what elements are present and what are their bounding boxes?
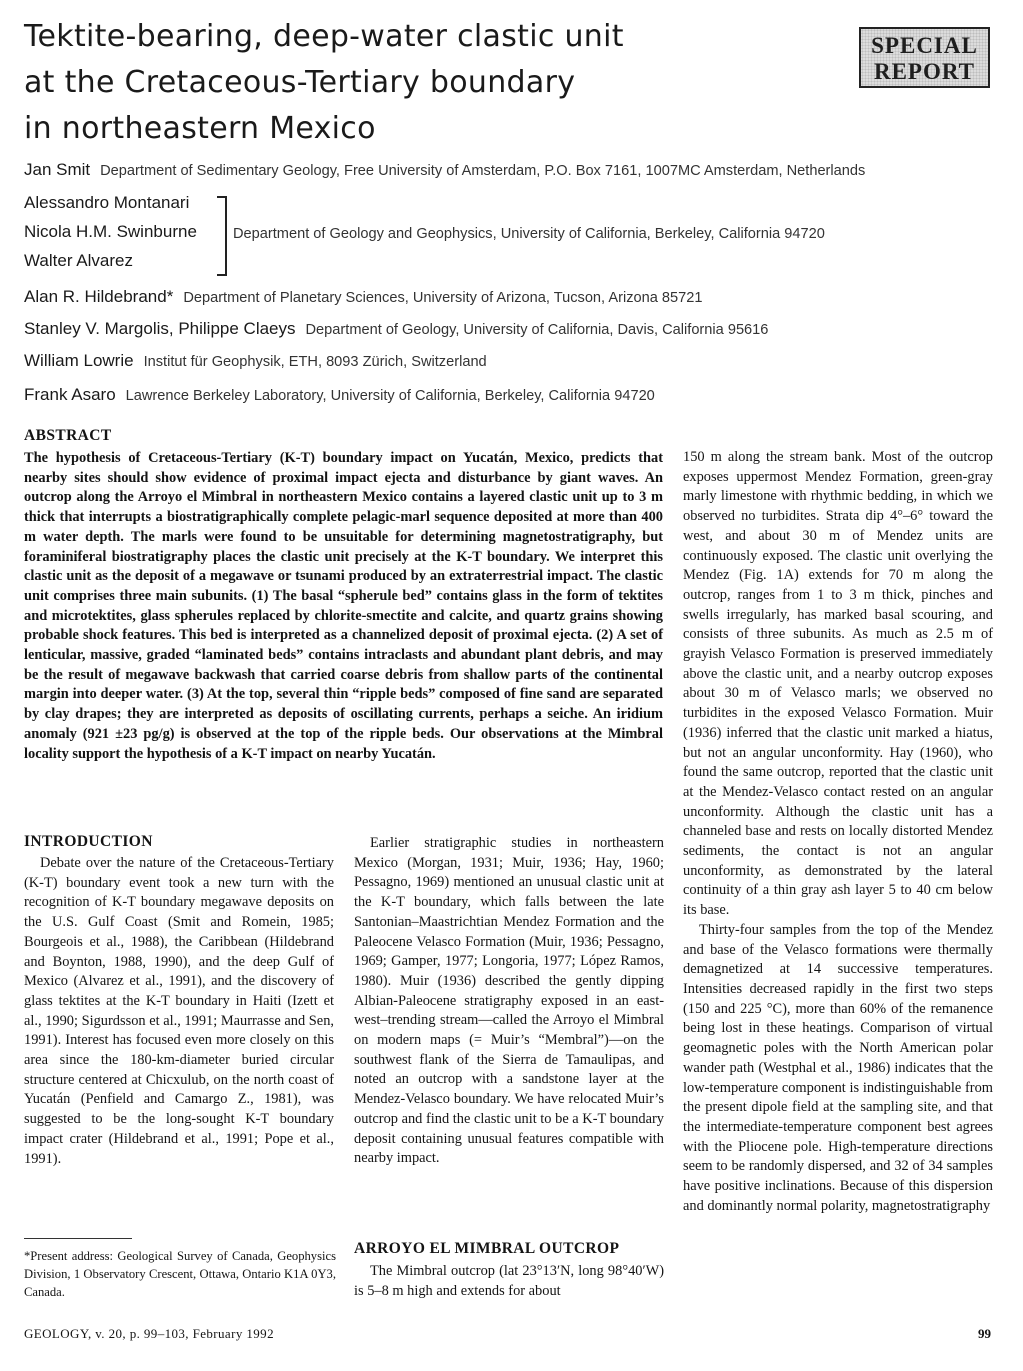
badge-line-2: REPORT	[873, 59, 976, 84]
arroyo-heading: ARROYO EL MIMBRAL OUTCROP	[354, 1240, 620, 1257]
author-name: Stanley V. Margolis, Philippe Claeys	[24, 319, 296, 338]
footnote-divider	[24, 1238, 132, 1239]
introduction-column-1	[24, 854, 334, 1169]
introduction-heading: INTRODUCTION	[24, 833, 153, 850]
arroyo-column-start	[354, 1262, 664, 1301]
arroyo-paragraph-1-continued: 150 m along the stream bank. Most of the outcrop exposes uppermost Mendez Formation, green-gray marly limestone with rhythmic bedding, in which we observed no turbidites. Strata dip 4°–6° toward the west, and about 30 m of Mendez units are continuously exposed. The clastic unit overlying the Mendez (Fig. 1A) extends for 70 m along the outcrop, ranges from 1 to 3 m thick, pinches and swells irregularly, has marked basal scouring, and consists of three subunits. As much as 2.5 m of grayish Velasco Formation is preserved immediately above the clastic unit, and a nearby outcrop exposes about 30 m of Velasco marls; we observed no turbidites in the exposed Velasco Formation. Muir (1936) inferred that the clastic unit marked a hiatus, but not an angular unconformity. Hay (1960), who found the same outcrop, reported that the clastic unit at the Mendez-Velasco contact rested on an angular unconformity. Although the clastic unit has a channeled base and rests on locally distorted Mendez sediments, the contact is not an angular unconformity, as demonstrated by the lateral continuity of a thin gray ash layer 5 to 40 cm below its base.	[683, 449, 993, 919]
author-institution: Institut für Geophysik, ETH, 8093 Zürich, Switzerland	[143, 354, 487, 370]
author-name: Jan Smit	[24, 160, 91, 179]
author-affiliation	[24, 287, 702, 307]
author-affiliation	[24, 385, 655, 405]
author-affiliation	[24, 351, 487, 371]
journal-citation: GEOLOGY, v. 20, p. 99–103, February 1992	[24, 1326, 274, 1341]
author-group-institution: Department of Geology and Geophysics, University of California, Berkeley, California 94720	[233, 226, 825, 242]
author-institution: Lawrence Berkeley Laboratory, University of California, Berkeley, California 94720	[125, 388, 655, 404]
author-name: William Lowrie	[24, 351, 134, 370]
arroyo-column-3	[683, 448, 993, 1216]
footnote: *Present address: Geological Survey of Canada, Geophysics Division, 1 Observatory Crescent, Ottawa, Ontario K1A 0Y3, Canada.	[24, 1249, 336, 1300]
author-name: Alessandro Montanari	[24, 193, 190, 212]
page-number: 99	[978, 1326, 991, 1341]
title-line-2: at the Cretaceous-Tertiary boundary	[24, 65, 576, 100]
introduction-paragraph-1: Debate over the nature of the Cretaceous-Tertiary (K-T) boundary event took a new turn with the recognition of K-T boundary megawave deposits on the U.S. Gulf Coast (Smit and Romein, 1985; Bourgeois et al., 1988), the Caribbean (Hildebrand and Boynton, 1988, 1990), and the deep Gulf of Mexico (Alvarez et al., 1991), and the discovery of glass tektites at the K-T boundary in Haiti (Izett et al., 1990; Sigurdsson et al., 1991; Maurrasse and Sen, 1991). Interest has focused even more closely on this area since the 180-km-diameter buried circular structure centered at Chicxulub, on the north coast of Yucatán (Penfield and Camargo Z., 1981), was suggested to be the long-sought K-T boundary impact crater (Hildebrand et al., 1991; Pope et al., 1991).	[24, 855, 334, 1167]
arroyo-paragraph-1-start: The Mimbral outcrop (lat 23°13′N, long 98°40′W) is 5–8 m high and extends for about	[354, 1263, 664, 1299]
author-group-bracket	[217, 196, 227, 276]
author-institution: Department of Geology, University of California, Davis, California 95616	[305, 322, 769, 338]
title-line-1: Tektite-bearing, deep-water clastic unit	[24, 19, 624, 54]
article-title	[24, 14, 824, 152]
introduction-paragraph-2: Earlier stratigraphic studies in northeastern Mexico (Morgan, 1931; Muir, 1936; Hay, 1960; Pessagno, 1969) mentioned an unusual clastic unit at the K-T boundary, which falls between the late Santonian–Maastrichtian Mendez Formation and the Paleocene Velasco Formation (Muir, 1936; Pessagno, 1969; Gamper, 1977; Longoria, 1977; López Ramos, 1980). Muir (1936) described the gently dipping Albian-Paleocene stratigraphy exposed in an east-west–trending stream—called the Arroyo el Mimbral on modern maps (= Muir’s “Membral”)—on the southwest flank of the Sierra de Tamaulipas, and noted an outcrop with a sandstone layer at the Mendez-Velasco boundary. We have relocated Muir’s outcrop and find the clastic unit to be a K-T boundary deposit containing unusual features compatible with nearby impact.	[354, 835, 664, 1167]
badge-line-1: SPECIAL	[871, 33, 978, 58]
author-institution: Department of Planetary Sciences, University of Arizona, Tucson, Arizona 85721	[183, 290, 703, 306]
abstract-heading: ABSTRACT	[24, 427, 112, 444]
author-affiliation	[24, 160, 865, 180]
author-name: Nicola H.M. Swinburne	[24, 222, 197, 241]
introduction-column-2	[354, 834, 664, 1169]
author-institution: Department of Sedimentary Geology, Free University of Amsterdam, P.O. Box 7161, 1007MC Amsterdam, Netherlands	[100, 163, 866, 179]
author-name: Walter Alvarez	[24, 251, 133, 270]
author-name: Frank Asaro	[24, 385, 116, 404]
abstract-text: The hypothesis of Cretaceous-Tertiary (K-T) boundary impact on Yucatán, Mexico, predicts that nearby sites should show evidence of proximal impact ejecta and disturbance by giant waves. An outcrop along the Arroyo el Mimbral in northeastern Mexico contains a layered clastic unit up to 3 m thick that interrupts a biostratigraphically complete pelagic-marl sequence deposited at more than 400 m water depth. The marls were found to be unsuitable for determining magnetostratigraphy, but foraminiferal biostratigraphy places the clastic unit precisely at the K-T boundary. We interpret this clastic unit as the deposit of a megawave or tsunami produced by an extraterrestrial impact. The clastic unit comprises three main subunits. (1) The basal “spherule bed” contains glass in the form of tektites and microtektites, glass spherules replaced by chlorite-smectite and calcite, and quartz grains showing probable shock features. This bed is interpreted as a channelized deposit of proximal ejecta. (2) A set of lenticular, massive, graded “laminated beds” contains intraclasts and abundant plant debris, and may be the result of megawave backwash that carried coarse debris from shallow parts of the continental margin into deeper water. (3) At the top, several thin “ripple beds” composed of fine sand are separated by clay drapes; they are interpreted as deposits of oscillating currents, perhaps a seiche. An iridium anomaly (921 ±23 pg/g) is observed at the top of the ripple beds. Our observations at the Mimbral locality support the hypothesis of a K-T impact on nearby Yucatán.	[24, 450, 663, 762]
special-report-badge	[859, 27, 990, 88]
title-line-3: in northeastern Mexico	[24, 111, 376, 146]
arroyo-paragraph-2: Thirty-four samples from the top of the Mendez and base of the Velasco formations were thermally demagnetized at 14 successive temperatures. Intensities decreased rapidly in the first two steps (150 and 225 °C), more than 60% of the remanence being lost in these heatings. Comparison of virtual geomagnetic poles with the North American polar wander path (Westphal et al., 1986) indicates that the low-temperature component is indistinguishable from the present dipole field at the sampling site, and that the intermediate-temperature component best agrees with the Pliocene pole. High-temperature directions seem to be randomly dispersed, and 32 of 34 samples have positive inclinations. Because of this dispersion and dominantly normal polarity, magnetostratigraphy	[683, 921, 993, 1214]
author-affiliation	[24, 319, 768, 339]
author-name: Alan R. Hildebrand*	[24, 287, 174, 306]
